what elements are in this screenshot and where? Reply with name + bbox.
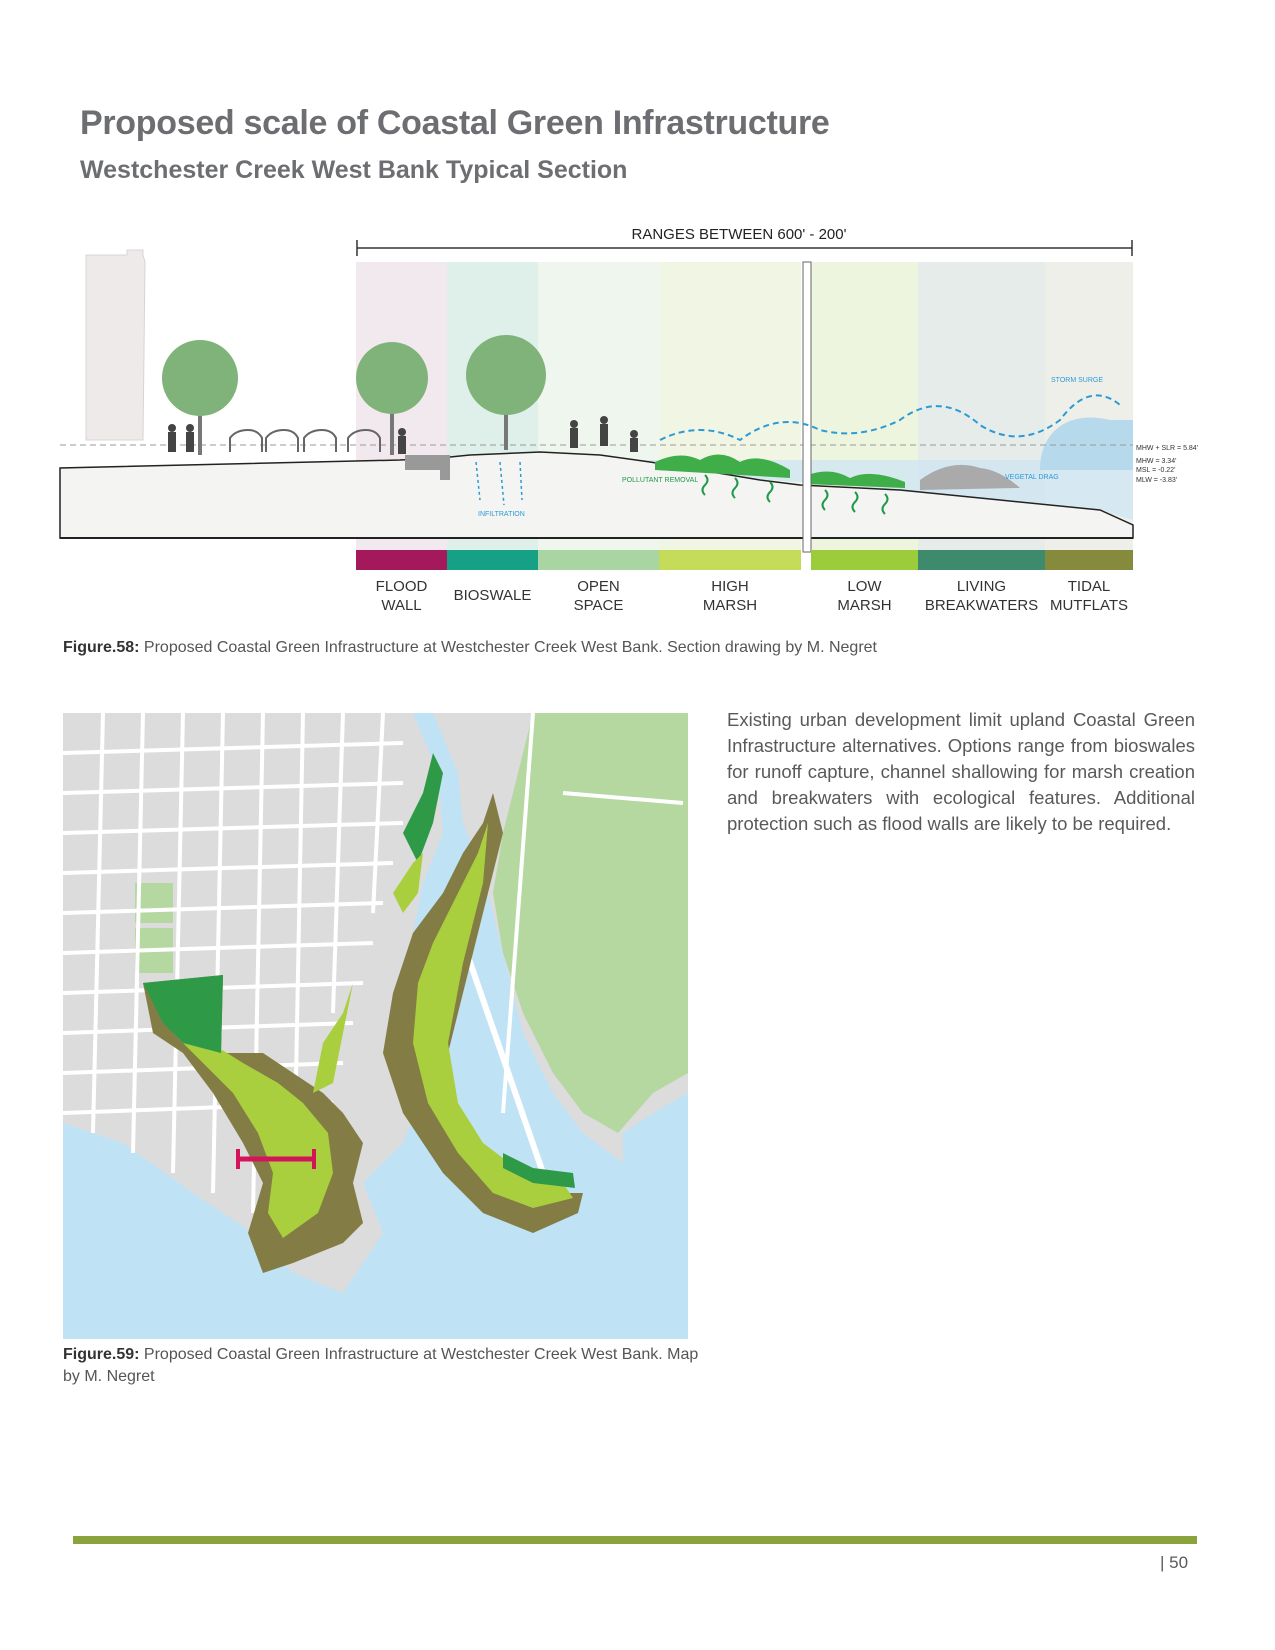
section-drawing [0,0,1275,560]
figure-59-caption: Figure.59: Proposed Coastal Green Infrastructure at Westchester Creek West Bank. Map by M. Negret [63,1346,699,1385]
infiltration-label: INFILTRATION [478,511,525,518]
zone-label-flood-wall: FLOOD WALL [375,578,428,614]
zone-label-living-breakwaters: LIVING BREAKWATERS [924,578,1039,614]
zone-bar-low-marsh [811,550,918,570]
vegetal-drag-label: VEGETAL DRAG [1005,474,1059,481]
zone-label-tidal-mudflats: TIDAL MUTFLATS [1049,578,1129,614]
page-title: Proposed scale of Coastal Green Infrastructure [80,104,830,142]
page-subtitle: Westchester Creek West Bank Typical Section [80,156,628,184]
pollutant-removal-label: POLLUTANT REMOVAL [622,477,699,484]
zone-label-high-marsh: HIGH MARSH [702,578,758,614]
zone-label-open-space: OPEN SPACE [573,578,624,614]
figure-58-caption: Figure.58: Proposed Coastal Green Infrastructure at Westchester Creek West Bank. Section drawing by M. Negret [63,639,877,656]
mhw-label: MHW = 3.34' [1136,458,1177,465]
storm-surge-label: STORM SURGE [1051,377,1103,384]
site-map [63,713,688,1339]
zone-bar-living-breakwaters [918,550,1045,570]
msl-label: MSL = -0.22' [1136,467,1176,474]
zone-bar-flood-wall [356,550,447,570]
footer-rule [73,1536,1197,1544]
zone-label-bioswale: BIOSWALE [453,587,532,604]
zone-bar-high-marsh [659,550,801,570]
page-number: | 50 [1160,1553,1189,1572]
range-label: RANGES BETWEEN 600' - 200' [631,226,847,243]
zone-bar-tidal-mudflats [1045,550,1133,570]
zone-label-low-marsh: LOW MARSH [837,578,892,614]
body-paragraph: Existing urban development limit upland Coastal Green Infrastructure alternatives. Options range from bioswales for runoff capture, channel shallowing for marsh creation and breakwaters with ecological features. Additional protection such as flood walls are likely to be required. [727,709,1195,834]
zone-bar-bioswale [447,550,538,570]
section-break [803,262,811,552]
mlw-label: MLW = -3.83' [1136,477,1178,484]
zone-bar-open-space [538,550,659,570]
building-silhouette [86,250,145,440]
mhw-slr-label: MHW + SLR = 5.84' [1136,445,1199,452]
